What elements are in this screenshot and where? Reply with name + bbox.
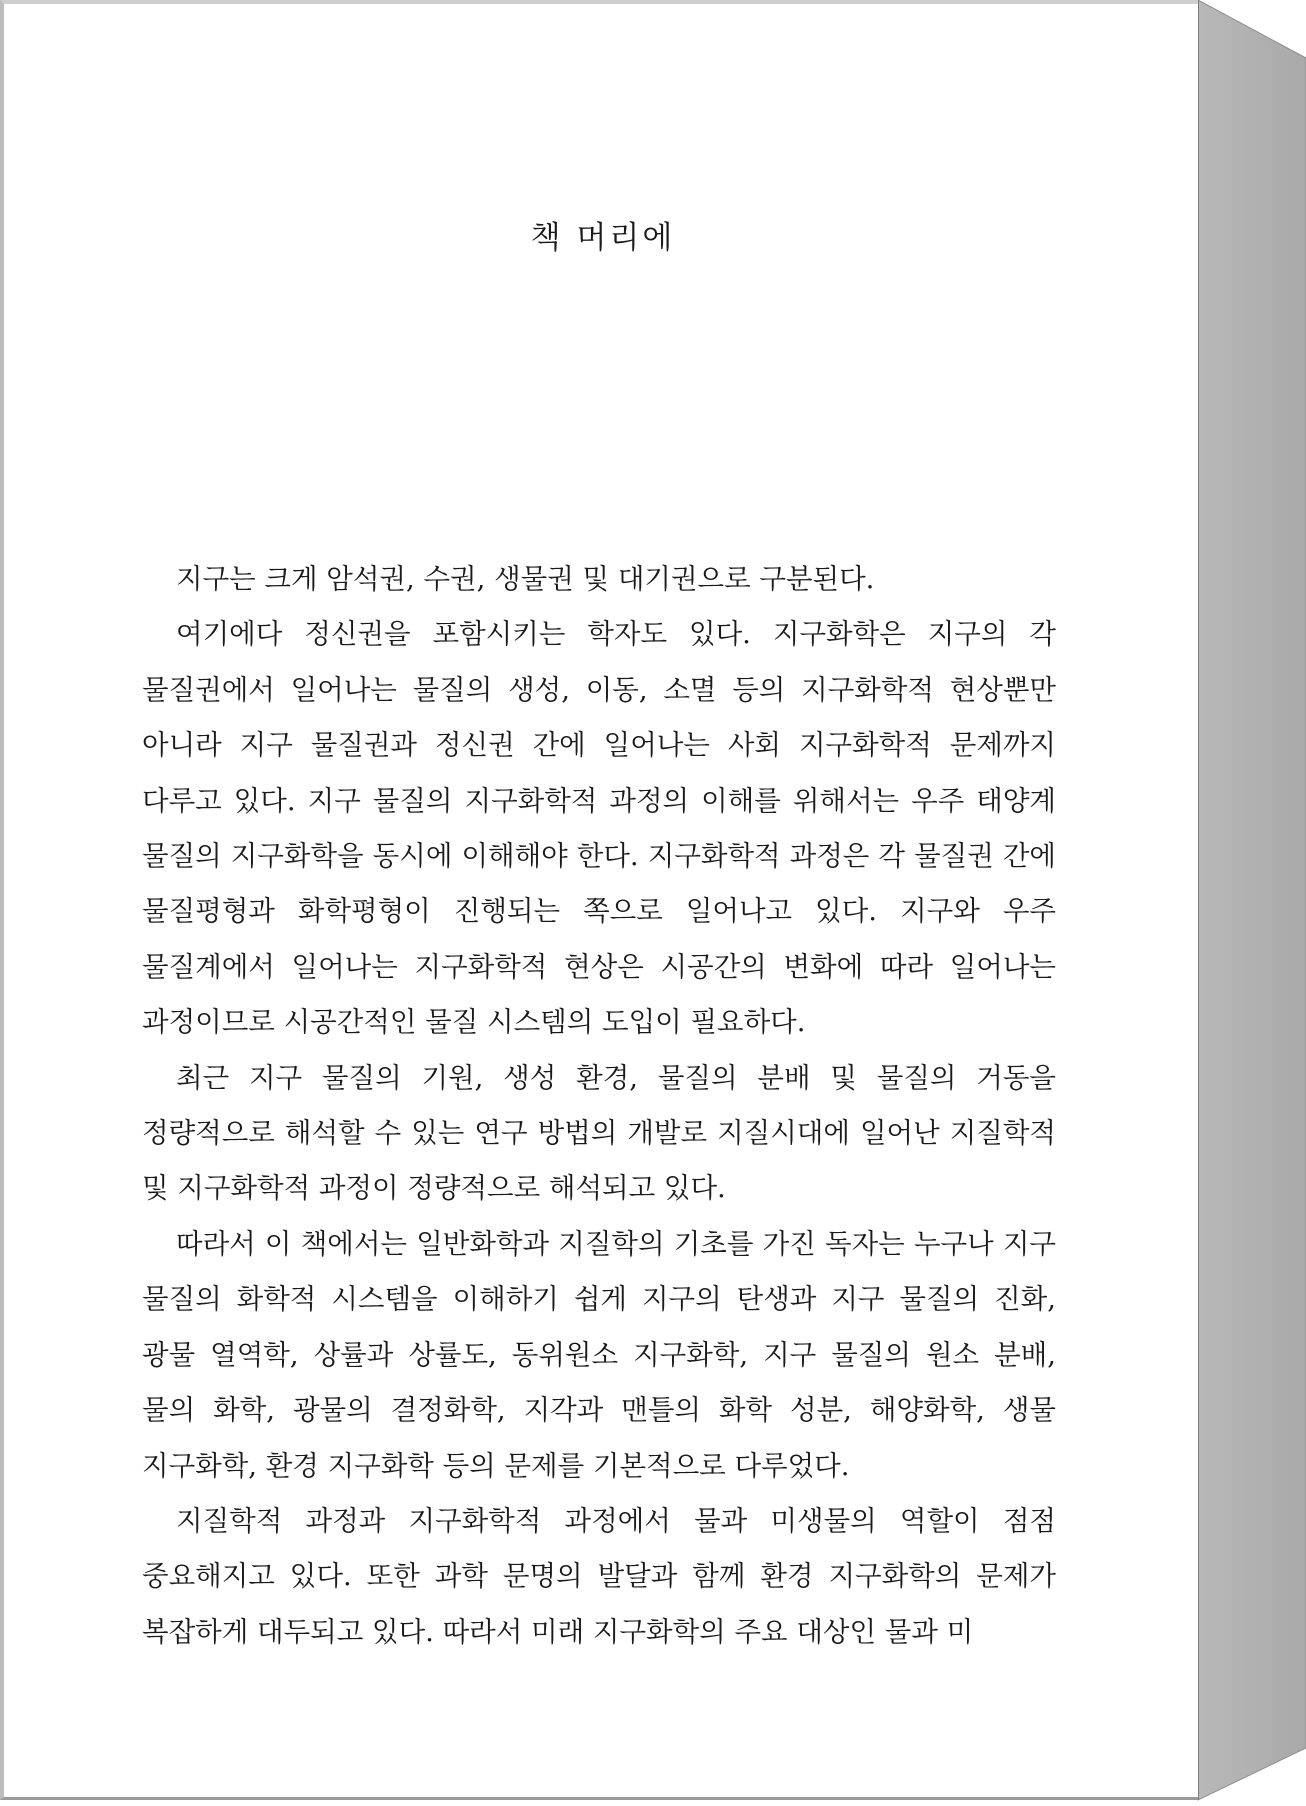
paragraph-5: 지질학적 과정과 지구화학적 과정에서 물과 미생물의 역할이 점점 중요해지고 있다. 또한 과학 문명의 발달과 함께 환경 지구화학의 문제가 복잡하게 대두되고 있다. 따라서 미래 지구화학의 주요 대상인 물과 미 [142, 1504, 1056, 1648]
body-text [142, 552, 1056, 1660]
paragraph-4: 따라서 이 책에서는 일반화학과 지질학의 기초를 가진 독자는 누구나 지구 물질의 화학적 시스템을 이해하기 쉽게 지구의 탄생과 지구 물질의 진화, 광물 열역학, 상률과 상률도, 동위원소 지구화학, 지구 물질의 원소 분배, 물의 화학, 광물의 결정화학, 지각과 맨틀의 화학 성분, 해양화학, 생물 지구화학, 환경 지구화학 등의 문제를 기본적으로 다루었다. [142, 1227, 1056, 1482]
paragraph-3: 최근 지구 물질의 기원, 생성 환경, 물질의 분배 및 물질의 거동을 정량적으로 해석할 수 있는 연구 방법의 개발로 지질시대에 일어난 지질학적 및 지구화학적 과정이 정량적으로 해석되고 있다. [142, 1061, 1056, 1205]
paragraph-1: 지구는 크게 암석권, 수권, 생물권 및 대기권으로 구분된다. [176, 563, 875, 595]
paragraph-2: 여기에다 정신권을 포함시키는 학자도 있다. 지구화학은 지구의 각 물질권에서 일어나는 물질의 생성, 이동, 소멸 등의 지구화학적 현상뿐만 아니라 지구 물질권과 정신권 간에 일어나는 사회 지구화학적 문제까지 다루고 있다. 지구 물질의 지구화학적 과정의 이해를 위해서는 우주 태양계 물질의 지구화학을 동시에 이해해야 한다. 지구화학적 과정은 각 물질권 간에 물질평형과 화학평형이 진행되는 쪽으로 일어나고 있다. 지구와 우주 물질계에서 일어나는 지구화학적 현상은 시공간의 변화에 따라 일어나는 과정이므로 시공간적인 물질 시스템의 도입이 필요하다. [142, 618, 1056, 1039]
page-title: 책 머리에 [530, 220, 676, 256]
